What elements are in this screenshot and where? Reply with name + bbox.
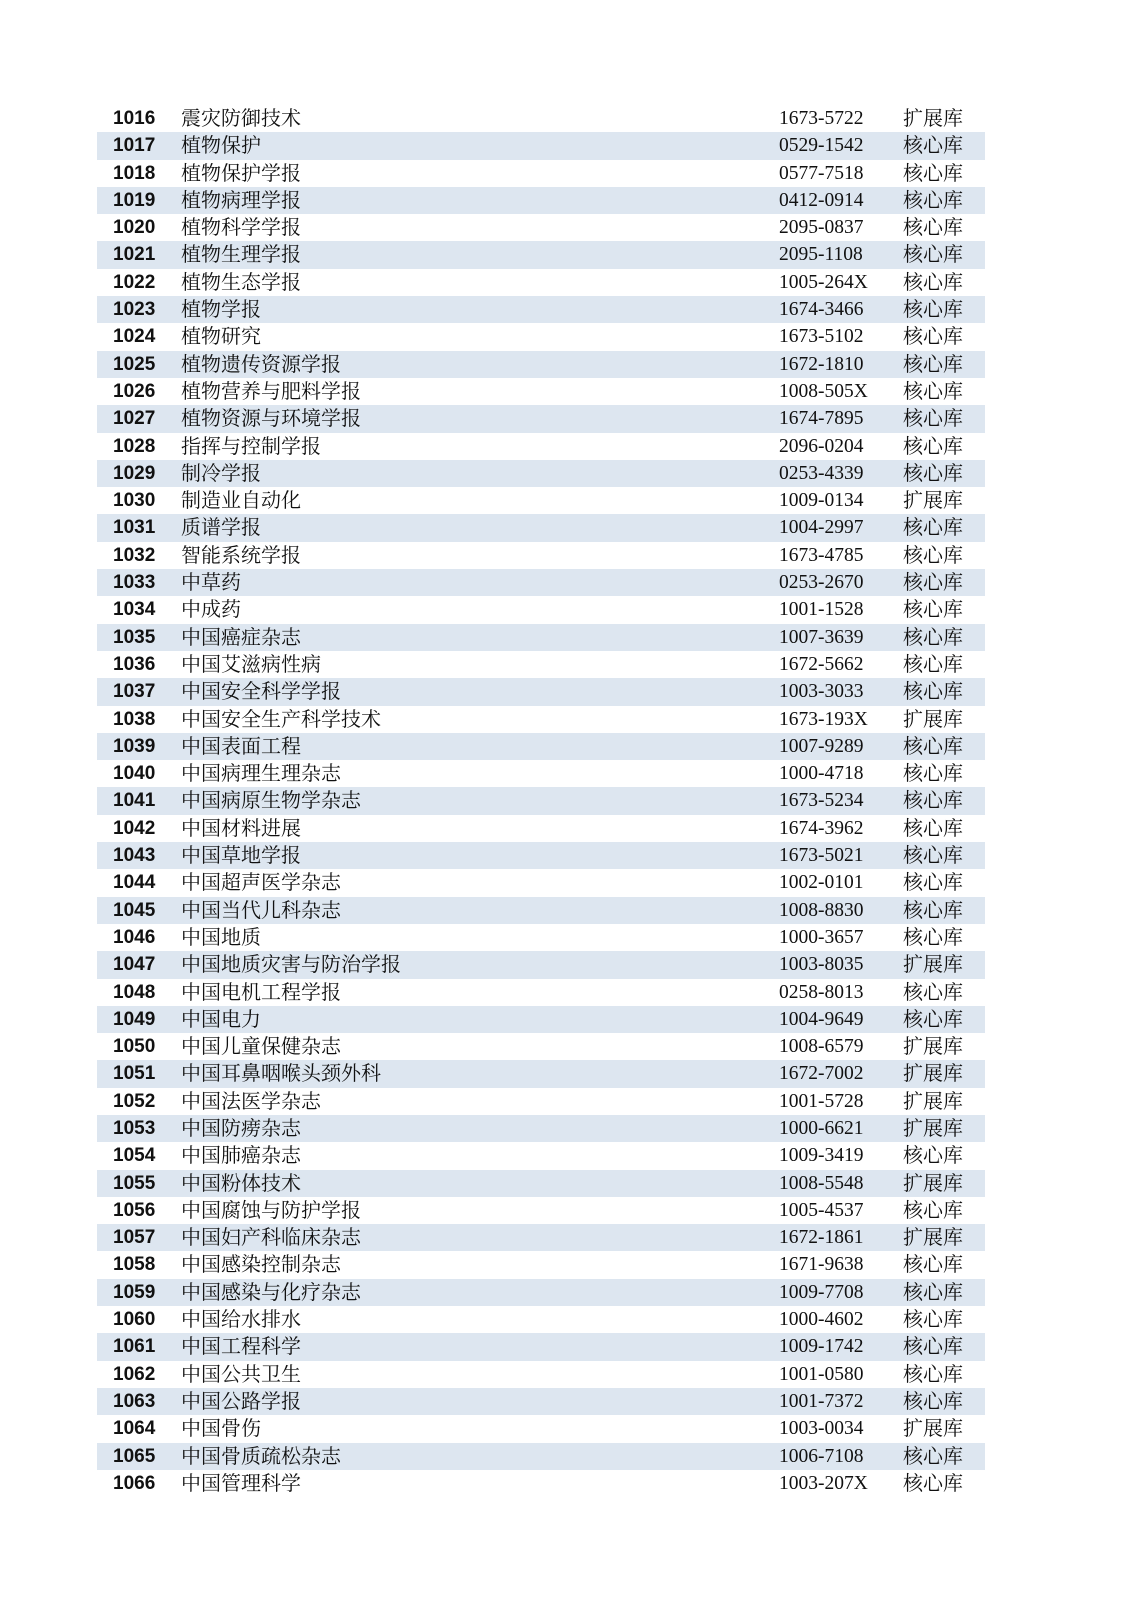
table-row [97,269,985,296]
journal-library: 核心库 [903,1334,963,1359]
journal-library: 核心库 [903,979,963,1004]
table-row [97,187,985,214]
table-row [97,323,985,350]
journal-name: 中国当代儿科杂志 [181,897,341,922]
table-row [97,487,985,514]
journal-name: 中国给水排水 [181,1307,301,1332]
row-number: 1055 [113,1172,156,1194]
journal-name: 中国工程科学 [181,1334,301,1359]
row-number: 1026 [113,380,156,402]
journal-library: 核心库 [903,1006,963,1031]
journal-issn: 1673-5234 [779,790,864,812]
table-row [97,678,985,705]
journal-issn: 0529-1542 [779,135,864,157]
row-number: 1054 [113,1145,156,1167]
row-number: 1020 [113,217,156,239]
journal-library: 核心库 [903,433,963,458]
row-number: 1034 [113,599,156,621]
journal-library: 扩展库 [903,106,963,130]
row-number: 1036 [113,653,156,675]
row-number: 1059 [113,1281,156,1303]
journal-issn: 1003-3033 [779,681,864,703]
journal-issn: 1000-4602 [779,1309,864,1331]
journal-name: 中国肺癌杂志 [181,1143,301,1168]
journal-issn: 0253-4339 [779,462,864,484]
journal-library: 核心库 [903,761,963,786]
journal-library: 扩展库 [903,1170,963,1195]
journal-library: 核心库 [903,1443,963,1468]
journal-library: 核心库 [903,1307,963,1332]
table-row [97,951,985,978]
journal-name: 植物生态学报 [181,269,301,294]
row-number: 1061 [113,1336,156,1358]
journal-name: 植物营养与肥料学报 [181,378,361,403]
row-number: 1025 [113,353,156,375]
journal-name: 中国癌症杂志 [181,624,301,649]
journal-name: 中国感染控制杂志 [181,1252,341,1277]
row-number: 1050 [113,1036,156,1058]
table-row [97,460,985,487]
journal-issn: 1001-7372 [779,1390,864,1412]
row-number: 1047 [113,954,156,976]
table-row [97,1415,985,1442]
journal-library: 核心库 [903,1143,963,1168]
journal-issn: 1005-264X [779,271,868,293]
table-row [97,1279,985,1306]
journal-library: 核心库 [903,924,963,949]
table-row [97,842,985,869]
table-row [97,1006,985,1033]
journal-library: 核心库 [903,324,963,349]
journal-name: 植物研究 [181,324,261,349]
journal-name: 中国病原生物学杂志 [181,788,361,813]
table-row [97,378,985,405]
table-row [97,214,985,241]
journal-library: 扩展库 [903,1225,963,1250]
table-row [97,241,985,268]
journal-table [97,105,985,1497]
row-number: 1022 [113,271,156,293]
row-number: 1029 [113,462,156,484]
journal-issn: 1674-7895 [779,408,864,430]
journal-name: 中国地质灾害与防治学报 [181,952,401,977]
journal-issn: 1008-8830 [779,899,864,921]
journal-library: 核心库 [903,460,963,485]
journal-name: 中国艾滋病性病 [181,651,321,676]
row-number: 1044 [113,872,156,894]
journal-library: 核心库 [903,542,963,567]
journal-library: 核心库 [903,843,963,868]
table-row [97,1388,985,1415]
row-number: 1032 [113,544,156,566]
table-row [97,1142,985,1169]
journal-issn: 1001-0580 [779,1363,864,1385]
journal-issn: 1674-3466 [779,299,864,321]
journal-name: 中国地质 [181,924,261,949]
journal-issn: 1009-3419 [779,1145,864,1167]
table-row [97,1333,985,1360]
journal-name: 中国耳鼻咽喉头颈外科 [181,1061,381,1086]
row-number: 1017 [113,135,156,157]
journal-name: 质谱学报 [181,515,261,540]
journal-issn: 1005-4537 [779,1199,864,1221]
journal-library: 核心库 [903,624,963,649]
journal-name: 中国表面工程 [181,733,301,758]
row-number: 1053 [113,1117,156,1139]
table-row [97,296,985,323]
journal-issn: 1009-1742 [779,1336,864,1358]
table-row [97,1251,985,1278]
row-number: 1056 [113,1199,156,1221]
journal-library: 扩展库 [903,1034,963,1059]
journal-library: 核心库 [903,570,963,595]
journal-issn: 1673-5722 [779,108,864,129]
row-number: 1018 [113,162,156,184]
row-number: 1058 [113,1254,156,1276]
table-row [97,1224,985,1251]
table-row [97,1470,985,1497]
journal-name: 植物资源与环境学报 [181,406,361,431]
journal-name: 中国材料进展 [181,815,301,840]
journal-issn: 1008-505X [779,380,868,402]
journal-name: 中国超声医学杂志 [181,870,341,895]
journal-issn: 1004-9649 [779,1008,864,1030]
journal-library: 核心库 [903,297,963,322]
journal-issn: 1003-207X [779,1472,868,1494]
journal-name: 植物学报 [181,297,261,322]
journal-library: 核心库 [903,378,963,403]
row-number: 1024 [113,326,156,348]
journal-library: 核心库 [903,788,963,813]
row-number: 1048 [113,981,156,1003]
journal-issn: 1000-6621 [779,1117,864,1139]
journal-library: 核心库 [903,815,963,840]
journal-issn: 1673-5021 [779,845,864,867]
journal-issn: 1009-0134 [779,490,864,512]
journal-library: 核心库 [903,1197,963,1222]
journal-library: 核心库 [903,870,963,895]
journal-issn: 1672-1861 [779,1227,864,1249]
journal-library: 核心库 [903,1252,963,1277]
journal-name: 中国法医学杂志 [181,1088,321,1113]
journal-name: 制造业自动化 [181,488,301,513]
journal-issn: 0577-7518 [779,162,864,184]
journal-issn: 1000-3657 [779,926,864,948]
journal-name: 植物保护学报 [181,160,301,185]
journal-name: 中国病理生理杂志 [181,761,341,786]
row-number: 1016 [113,108,156,129]
journal-issn: 1671-9638 [779,1254,864,1276]
row-number: 1035 [113,626,156,648]
table-row [97,1197,985,1224]
row-number: 1042 [113,817,156,839]
journal-issn: 1002-0101 [779,872,864,894]
row-number: 1019 [113,189,156,211]
journal-name: 制冷学报 [181,460,261,485]
row-number: 1060 [113,1309,156,1331]
journal-issn: 1007-9289 [779,735,864,757]
journal-name: 中国安全生产科学技术 [181,706,381,731]
journal-name: 中国管理科学 [181,1470,301,1495]
row-number: 1037 [113,681,156,703]
row-number: 1023 [113,299,156,321]
journal-name: 中草药 [181,570,241,595]
journal-name: 智能系统学报 [181,542,301,567]
table-row [97,1443,985,1470]
row-number: 1057 [113,1227,156,1249]
table-row [97,1060,985,1087]
journal-library: 核心库 [903,160,963,185]
journal-name: 中国草地学报 [181,843,301,868]
table-row [97,651,985,678]
row-number: 1063 [113,1390,156,1412]
row-number: 1062 [113,1363,156,1385]
table-row [97,869,985,896]
row-number: 1064 [113,1418,156,1440]
journal-library: 核心库 [903,515,963,540]
journal-name: 中国电机工程学报 [181,979,341,1004]
table-row [97,1170,985,1197]
row-number: 1051 [113,1063,156,1085]
row-number: 1027 [113,408,156,430]
journal-library: 扩展库 [903,1115,963,1140]
journal-library: 核心库 [903,133,963,158]
journal-issn: 1008-6579 [779,1036,864,1058]
table-row [97,1088,985,1115]
journal-name: 中国腐蚀与防护学报 [181,1197,361,1222]
journal-library: 核心库 [903,1279,963,1304]
journal-library: 扩展库 [903,952,963,977]
table-row [97,596,985,623]
journal-library: 扩展库 [903,706,963,731]
table-row [97,815,985,842]
table-row [97,624,985,651]
table-row [97,105,985,132]
journal-library: 核心库 [903,897,963,922]
journal-library: 核心库 [903,679,963,704]
journal-name: 震灾防御技术 [181,106,301,130]
journal-name: 中国骨伤 [181,1416,261,1441]
journal-name: 植物遗传资源学报 [181,351,341,376]
journal-issn: 1006-7108 [779,1445,864,1467]
journal-name: 中成药 [181,597,241,622]
journal-name: 中国公共卫生 [181,1361,301,1386]
row-number: 1021 [113,244,156,266]
journal-library: 核心库 [903,242,963,267]
row-number: 1043 [113,845,156,867]
journal-library: 核心库 [903,1470,963,1495]
table-row [97,514,985,541]
table-row [97,1033,985,1060]
journal-library: 扩展库 [903,488,963,513]
table-row [97,351,985,378]
row-number: 1038 [113,708,156,730]
row-number: 1052 [113,1090,156,1112]
journal-issn: 1672-1810 [779,353,864,375]
table-row [97,1361,985,1388]
journal-library: 核心库 [903,1361,963,1386]
journal-library: 核心库 [903,269,963,294]
table-row [97,1115,985,1142]
row-number: 1041 [113,790,156,812]
journal-name: 中国公路学报 [181,1388,301,1413]
journal-issn: 0412-0914 [779,189,864,211]
table-row [97,787,985,814]
journal-issn: 1003-0034 [779,1418,864,1440]
row-number: 1031 [113,517,156,539]
journal-issn: 1672-7002 [779,1063,864,1085]
journal-library: 核心库 [903,733,963,758]
row-number: 1049 [113,1008,156,1030]
journal-library: 核心库 [903,651,963,676]
journal-name: 植物病理学报 [181,187,301,212]
journal-issn: 0253-2670 [779,572,864,594]
journal-issn: 1673-193X [779,708,868,730]
row-number: 1030 [113,490,156,512]
table-row [97,1306,985,1333]
journal-issn: 1001-1528 [779,599,864,621]
journal-library: 扩展库 [903,1088,963,1113]
row-number: 1066 [113,1472,156,1494]
journal-issn: 1008-5548 [779,1172,864,1194]
row-number: 1046 [113,926,156,948]
journal-name: 植物科学学报 [181,215,301,240]
journal-issn: 1004-2997 [779,517,864,539]
table-row [97,405,985,432]
journal-issn: 1673-4785 [779,544,864,566]
table-row [97,132,985,159]
journal-issn: 1007-3639 [779,626,864,648]
table-row [97,160,985,187]
journal-library: 核心库 [903,1388,963,1413]
journal-issn: 0258-8013 [779,981,864,1003]
row-number: 1039 [113,735,156,757]
journal-name: 植物保护 [181,133,261,158]
journal-library: 核心库 [903,215,963,240]
table-row [97,433,985,460]
row-number: 1033 [113,572,156,594]
journal-name: 中国防痨杂志 [181,1115,301,1140]
table-row [97,706,985,733]
journal-name: 指挥与控制学报 [181,433,321,458]
journal-issn: 1000-4718 [779,763,864,785]
journal-issn: 1674-3962 [779,817,864,839]
journal-library: 核心库 [903,406,963,431]
journal-library: 核心库 [903,187,963,212]
journal-issn: 1672-5662 [779,653,864,675]
journal-library: 核心库 [903,597,963,622]
row-number: 1045 [113,899,156,921]
table-row [97,924,985,951]
table-row [97,542,985,569]
journal-issn: 2095-1108 [779,244,863,266]
journal-name: 中国骨质疏松杂志 [181,1443,341,1468]
journal-issn: 1009-7708 [779,1281,864,1303]
journal-library: 扩展库 [903,1416,963,1441]
journal-name: 中国安全科学学报 [181,679,341,704]
journal-issn: 1673-5102 [779,326,864,348]
journal-issn: 1001-5728 [779,1090,864,1112]
journal-name: 中国电力 [181,1006,261,1031]
table-row [97,569,985,596]
table-row [97,979,985,1006]
journal-name: 中国粉体技术 [181,1170,301,1195]
table-row [97,760,985,787]
journal-library: 核心库 [903,351,963,376]
journal-issn: 2095-0837 [779,217,864,239]
journal-issn: 2096-0204 [779,435,864,457]
journal-name: 植物生理学报 [181,242,301,267]
journal-name: 中国儿童保健杂志 [181,1034,341,1059]
row-number: 1065 [113,1445,156,1467]
row-number: 1028 [113,435,156,457]
journal-library: 扩展库 [903,1061,963,1086]
table-row [97,897,985,924]
journal-name: 中国感染与化疗杂志 [181,1279,361,1304]
journal-issn: 1003-8035 [779,954,864,976]
row-number: 1040 [113,763,156,785]
journal-name: 中国妇产科临床杂志 [181,1225,361,1250]
table-row [97,733,985,760]
